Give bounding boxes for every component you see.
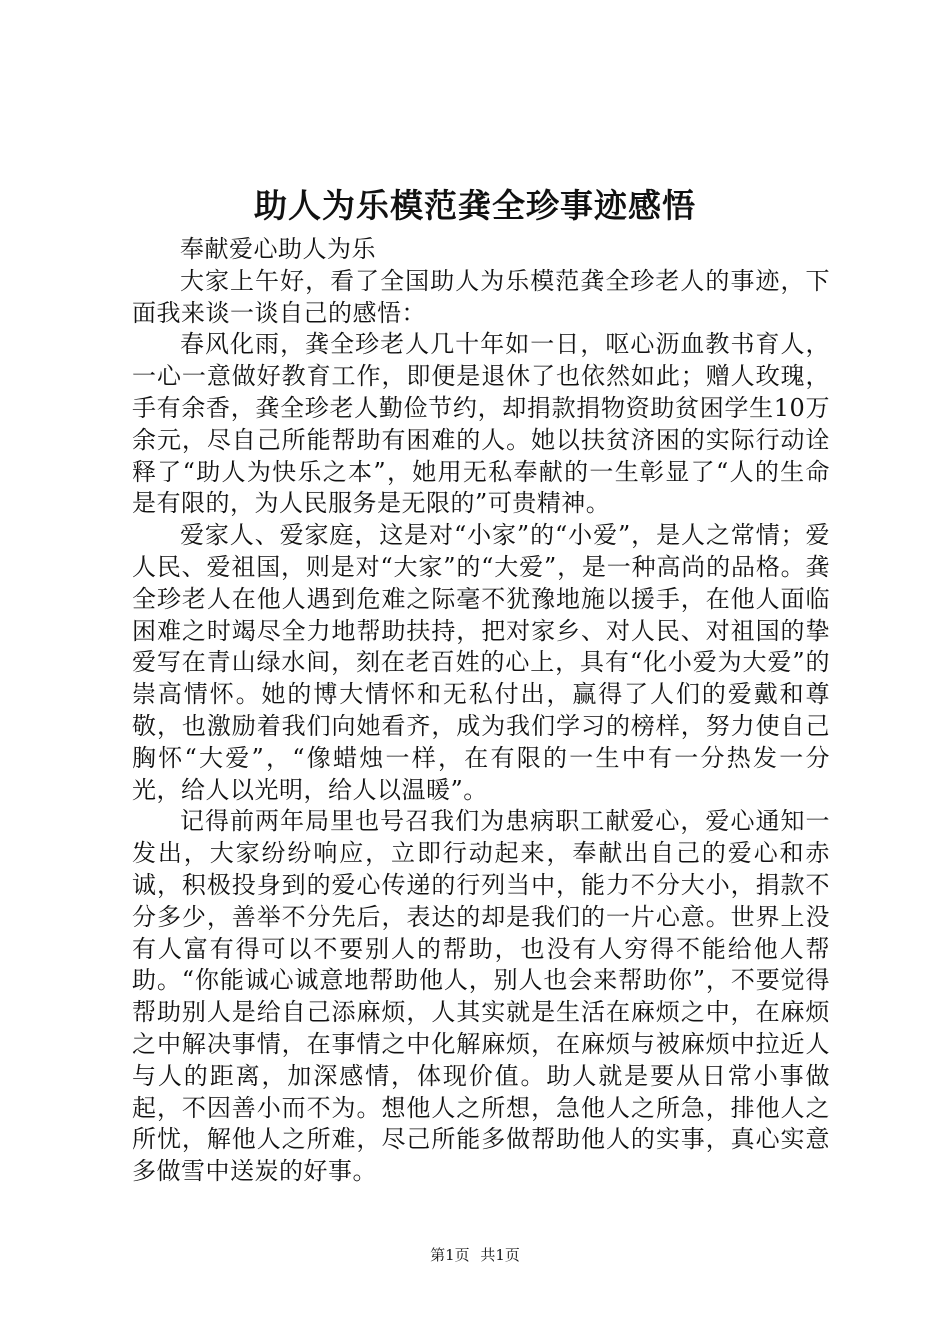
paragraph-great-love: 爱家人、爱家庭，这是对“小家”的“小爱”，是人之常情；爱人民、爱祖国，则是对“大家”的“大爱”，是一种高尚的品格。龚全珍老人在他人遇到危难之际毫不犹豫地施以援手，在他人面临困难之时竭尽全力地帮助扶持，把对家乡、对人民、对祖国的挚爱写在青山绿水间，刻在老百姓的心上，具有“化小爱为大爱”的崇高情怀。她的博大情怀和无私付出，赢得了人们的爱戴和尊敬，也激励着我们向她看齐，成为我们学习的榜样，努力使自己胸怀“大爱”，“像蜡烛一样，在有限的一生中有一分热发一分光，给人以光明，给人以温暖”。	[132, 521, 830, 804]
document-title: 助人为乐模范龚全珍事迹感悟	[254, 186, 696, 225]
page-footer	[0, 1245, 950, 1265]
paragraph-teaching: 春风化雨，龚全珍老人几十年如一日，呕心沥血教书育人，一心一意做好教育工作，即便是退休了也依然如此；赠人玫瑰，手有余香，龚全珍老人勤俭节约，却捐款捐物资助贫困学生10万余元，尽自己所能帮助有困难的人。她以扶贫济困的实际行动诠释了“助人为快乐之本”，她用无私奉献的一生彰显了“人的生命是有限的，为人民服务是无限的”可贵精神。	[132, 330, 830, 518]
paragraph-subtitle: 奉献爱心助人为乐	[180, 235, 376, 263]
document-body	[132, 234, 830, 1188]
paragraph-greeting: 大家上午好，看了全国助人为乐模范龚全珍老人的事迹，下面我来谈一谈自己的感悟：	[132, 266, 830, 327]
paragraph-donation: 记得前两年局里也号召我们为患病职工献爱心，爱心通知一发出，大家纷纷响应，立即行动起来，奉献出自己的爱心和赤诚，积极投身到的爱心传递的行列当中，能力不分大小，捐款不分多少，善举不分先后，表达的却是我们的一片心意。世界上没有人富有得可以不要别人的帮助，也没有人穷得不能给他人帮助。“你能诚心诚意地帮助他人，别人也会来帮助你”，不要觉得帮助别人是给自己添麻烦，人其实就是生活在麻烦之中，在麻烦之中解决事情，在事情之中化解麻烦，在麻烦与被麻烦中拉近人与人的距离，加深感情，体现价值。助人就是要从日常小事做起，不因善小而不为。想他人之所想，急他人之所急，排他人之所忧，解他人之所难，尽己所能多做帮助他人的实事，真心实意多做雪中送炭的好事。	[132, 807, 830, 1186]
page-total: 共1页	[480, 1246, 520, 1264]
page-number: 第1页	[430, 1246, 470, 1264]
